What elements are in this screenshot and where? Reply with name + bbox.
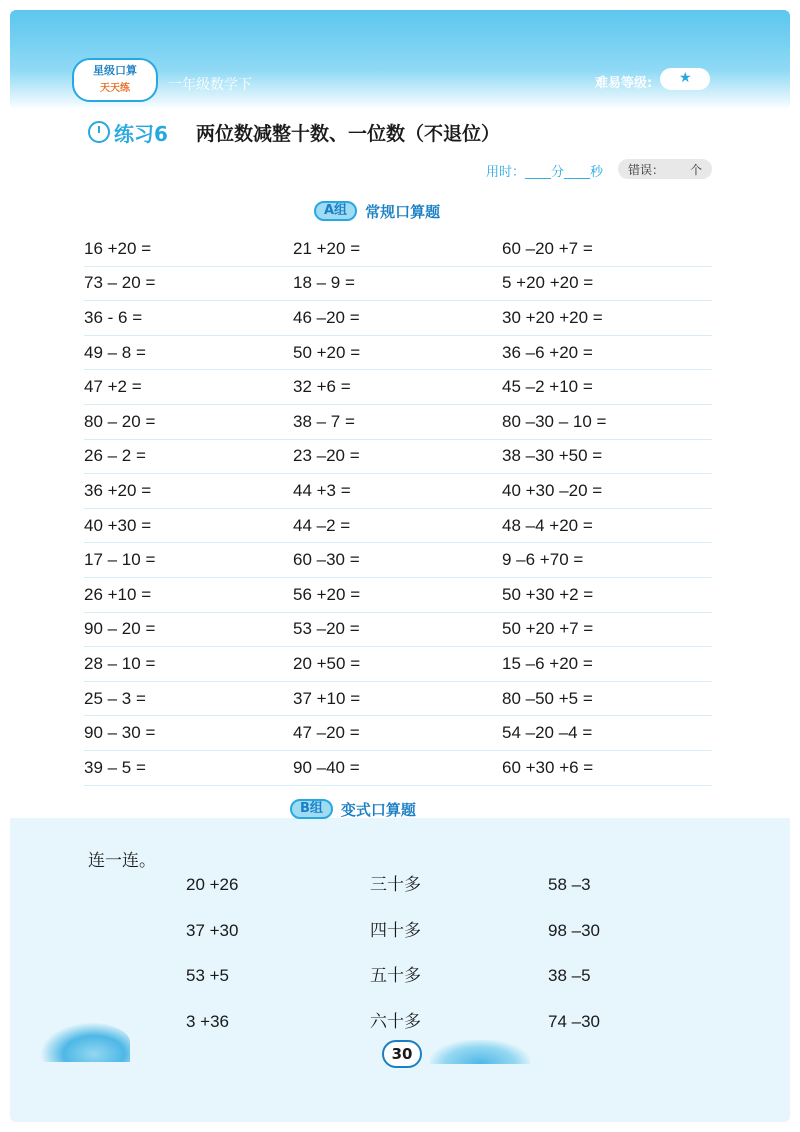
matching-item-left: 37 +30 [186, 920, 239, 940]
problem-cell: 16 +20 = [84, 238, 152, 258]
problem-cell: 60 –20 +7 = [502, 238, 593, 258]
problem-row [84, 543, 712, 578]
page-number: 30 [382, 1040, 422, 1068]
problem-cell: 48 –4 +20 = [502, 515, 593, 535]
problem-row [84, 751, 712, 786]
problem-row [84, 232, 712, 267]
problem-row [84, 682, 712, 717]
grade-subtitle: 一年级数学下 [168, 77, 252, 93]
matching-instruction: 连一连。 [88, 851, 156, 871]
matching-item-middle: 三十多 [370, 875, 421, 894]
problem-cell: 90 – 30 = [84, 723, 156, 743]
problem-cell: 26 +10 = [84, 584, 152, 604]
problem-cell: 18 – 9 = [293, 273, 355, 293]
problem-cell: 36 - 6 = [84, 307, 143, 327]
problem-cell: 80 –30 – 10 = [502, 411, 607, 431]
errors-unit: 个 [689, 163, 702, 177]
problem-row [84, 578, 712, 613]
problem-cell: 60 –30 = [293, 550, 360, 570]
matching-item-middle: 五十多 [370, 966, 421, 985]
problem-cell: 90 –40 = [293, 757, 360, 777]
matching-item-left: 3 +36 [186, 1011, 230, 1031]
error-count-field [618, 159, 712, 179]
matching-item-middle: 六十多 [370, 1011, 421, 1031]
lesson-title: 两位数减整十数、一位数（不退位） [196, 123, 501, 145]
problem-row [84, 267, 712, 302]
difficulty-label: 难易等级: [595, 76, 653, 91]
series-logo [72, 58, 158, 102]
problem-row [84, 647, 712, 682]
problem-cell: 44 –2 = [293, 515, 351, 535]
problem-row [84, 370, 712, 405]
problem-cell: 49 – 8 = [84, 342, 146, 362]
wave-decoration-right [430, 1040, 530, 1064]
problem-cell: 47 –20 = [293, 723, 360, 743]
problem-cell: 38 – 7 = [293, 411, 355, 431]
problem-cell: 23 –20 = [293, 446, 360, 466]
problem-cell: 50 +20 = [293, 342, 361, 362]
logo-line1: 星级口算 [93, 64, 137, 77]
group-b-title: 变式口算题 [340, 800, 416, 819]
problem-cell: 38 –30 +50 = [502, 446, 603, 466]
time-field: 用时：____分____秒 [486, 165, 604, 180]
lesson-number: 练习6 [114, 122, 168, 146]
matching-item-right: 74 –30 [548, 1011, 600, 1031]
matching-item-middle: 四十多 [370, 920, 421, 940]
problem-row [84, 613, 712, 648]
problem-cell: 36 +20 = [84, 480, 152, 500]
clock-icon [88, 121, 110, 143]
matching-left-column [186, 870, 238, 1052]
problem-cell: 47 +2 = [84, 377, 142, 397]
problem-cell: 40 +30 = [84, 515, 152, 535]
problem-row [84, 716, 712, 751]
matching-item-left: 53 +5 [186, 966, 230, 985]
problem-cell: 9 –6 +70 = [502, 550, 584, 570]
group-b-tag: B组 [290, 799, 333, 819]
matching-item-right: 98 –30 [548, 920, 600, 940]
matching-item-right: 58 –3 [548, 875, 591, 894]
group-a-tag: A组 [314, 201, 357, 221]
problem-row [84, 405, 712, 440]
problem-cell: 80 – 20 = [84, 411, 156, 431]
problem-cell: 39 – 5 = [84, 757, 146, 777]
problem-cell: 50 +20 +7 = [502, 619, 594, 639]
problem-cell: 28 – 10 = [84, 653, 156, 673]
problem-cell: 5 +20 +20 = [502, 273, 594, 293]
problem-cell: 54 –20 –4 = [502, 723, 593, 743]
problem-cell: 32 +6 = [293, 377, 351, 397]
problem-grid [84, 232, 712, 786]
problem-cell: 44 +3 = [293, 480, 351, 500]
problem-cell: 15 –6 +20 = [502, 653, 593, 673]
group-a-title: 常规口算题 [365, 202, 441, 221]
problem-cell: 56 +20 = [293, 584, 361, 604]
problem-cell: 17 – 10 = [84, 550, 156, 570]
errors-label: 错误： [628, 163, 665, 177]
problem-cell: 46 –20 = [293, 307, 360, 327]
problem-cell: 20 +50 = [293, 653, 361, 673]
problem-cell: 37 +10 = [293, 688, 361, 708]
problem-row [84, 474, 712, 509]
problem-cell: 60 +30 +6 = [502, 757, 594, 777]
star-icon: ★ [679, 70, 692, 86]
matching-item-right: 38 –5 [548, 966, 591, 985]
group-a-header [314, 200, 440, 222]
problem-row [84, 440, 712, 475]
problem-cell: 40 +30 –20 = [502, 480, 603, 500]
wave-decoration-left [40, 1022, 130, 1062]
problem-cell: 80 –50 +5 = [502, 688, 593, 708]
problem-cell: 26 – 2 = [84, 446, 146, 466]
problem-cell: 73 – 20 = [84, 273, 156, 293]
problem-row [84, 301, 712, 336]
problem-row [84, 336, 712, 371]
matching-right-column [548, 870, 600, 1052]
problem-cell: 36 –6 +20 = [502, 342, 593, 362]
problem-cell: 90 – 20 = [84, 619, 156, 639]
problem-cell: 25 – 3 = [84, 688, 146, 708]
problem-cell: 45 –2 +10 = [502, 377, 593, 397]
matching-middle-column [370, 870, 421, 1052]
matching-item-left: 20 +26 [186, 875, 239, 894]
problem-cell: 30 +20 +20 = [502, 307, 603, 327]
logo-line2: 天天练 [100, 83, 130, 94]
problem-cell: 21 +20 = [293, 238, 361, 258]
problem-cell: 53 –20 = [293, 619, 360, 639]
group-b-header [290, 798, 416, 820]
problem-cell: 50 +30 +2 = [502, 584, 594, 604]
problem-row [84, 509, 712, 544]
